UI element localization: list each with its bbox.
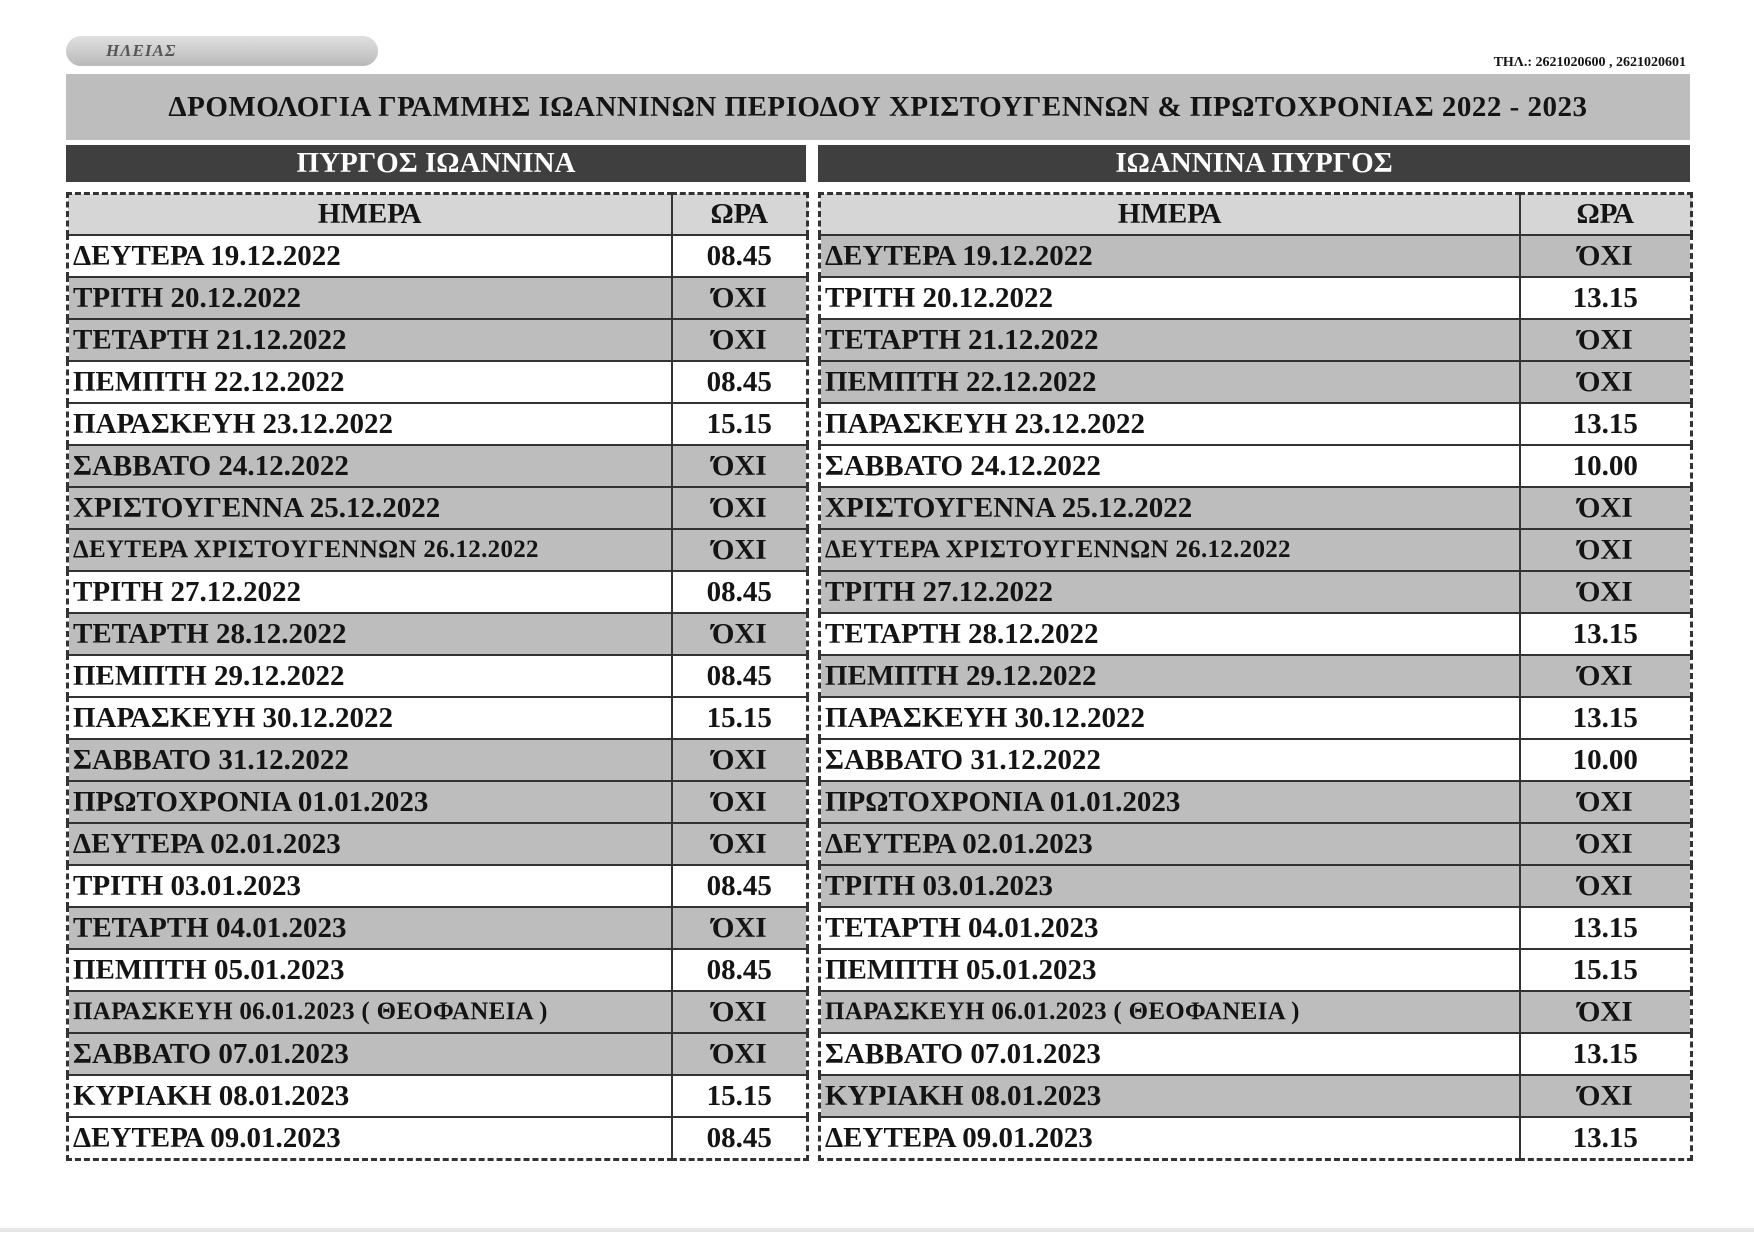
- day-cell: ΠΕΜΠΤΗ 05.01.2023: [68, 949, 672, 991]
- day-cell: ΠΕΜΠΤΗ 29.12.2022: [68, 655, 672, 697]
- column-time-header: ΩΡΑ: [672, 194, 808, 236]
- day-cell: ΠΑΡΑΣΚΕΥΗ 06.01.2023 ( ΘΕΟΦΑΝΕΙΑ ): [68, 991, 672, 1033]
- time-cell: 08.45: [672, 1117, 808, 1160]
- time-cell: ΌΧΙ: [1520, 1075, 1692, 1117]
- day-cell: ΤΕΤΑΡΤΗ 28.12.2022: [820, 613, 1520, 655]
- table-row: [68, 1075, 808, 1117]
- time-cell: ΌΧΙ: [672, 277, 808, 319]
- time-cell: 15.15: [672, 1075, 808, 1117]
- time-cell: 10.00: [1520, 445, 1692, 487]
- day-cell: ΤΕΤΑΡΤΗ 21.12.2022: [68, 319, 672, 361]
- day-cell: ΤΕΤΑΡΤΗ 28.12.2022: [68, 613, 672, 655]
- table-row: [820, 1033, 1692, 1075]
- time-cell: 15.15: [672, 697, 808, 739]
- time-cell: 08.45: [672, 235, 808, 277]
- time-cell: 13.15: [1520, 613, 1692, 655]
- day-cell: ΠΕΜΠΤΗ 29.12.2022: [820, 655, 1520, 697]
- table-row: [820, 1117, 1692, 1160]
- day-cell: ΣΑΒΒΑΤΟ 31.12.2022: [820, 739, 1520, 781]
- table-row: [68, 823, 808, 865]
- time-cell: 13.15: [1520, 1117, 1692, 1160]
- page-edge: [0, 1228, 1754, 1232]
- time-cell: 15.15: [672, 403, 808, 445]
- time-cell: ΌΧΙ: [672, 991, 808, 1033]
- table-row: [68, 361, 808, 403]
- time-cell: ΌΧΙ: [672, 319, 808, 361]
- table-row: [68, 781, 808, 823]
- day-cell: ΔΕΥΤΕΡΑ 19.12.2022: [820, 235, 1520, 277]
- time-cell: 13.15: [1520, 277, 1692, 319]
- time-cell: ΌΧΙ: [1520, 529, 1692, 571]
- day-cell: ΠΕΜΠΤΗ 22.12.2022: [68, 361, 672, 403]
- time-cell: 08.45: [672, 361, 808, 403]
- day-cell: ΚΥΡΙΑΚΗ 08.01.2023: [820, 1075, 1520, 1117]
- day-cell: ΠΑΡΑΣΚΕΥΗ 23.12.2022: [68, 403, 672, 445]
- time-cell: ΌΧΙ: [1520, 487, 1692, 529]
- left-section-heading: ΠΥΡΓΟΣ ΙΩΑΝΝΙΝΑ: [66, 145, 806, 182]
- day-cell: ΚΥΡΙΑΚΗ 08.01.2023: [68, 1075, 672, 1117]
- day-cell: ΠΑΡΑΣΚΕΥΗ 23.12.2022: [820, 403, 1520, 445]
- table-row: [820, 697, 1692, 739]
- table-row: [820, 403, 1692, 445]
- time-cell: 13.15: [1520, 403, 1692, 445]
- day-cell: ΔΕΥΤΕΡΑ ΧΡΙΣΤΟΥΓΕΝΝΩΝ 26.12.2022: [68, 529, 672, 571]
- time-cell: 13.15: [1520, 697, 1692, 739]
- time-cell: 13.15: [1520, 1033, 1692, 1075]
- table-row: [68, 697, 808, 739]
- time-cell: 08.45: [672, 865, 808, 907]
- time-cell: ΌΧΙ: [1520, 235, 1692, 277]
- day-cell: ΠΑΡΑΣΚΕΥΗ 30.12.2022: [68, 697, 672, 739]
- time-cell: ΌΧΙ: [672, 487, 808, 529]
- day-cell: ΣΑΒΒΑΤΟ 24.12.2022: [820, 445, 1520, 487]
- time-cell: ΌΧΙ: [1520, 361, 1692, 403]
- day-cell: ΔΕΥΤΕΡΑ 02.01.2023: [820, 823, 1520, 865]
- table-row: [68, 277, 808, 319]
- day-cell: ΔΕΥΤΕΡΑ 19.12.2022: [68, 235, 672, 277]
- day-cell: ΠΕΜΠΤΗ 22.12.2022: [820, 361, 1520, 403]
- table-row: [68, 613, 808, 655]
- table-row: [68, 529, 808, 571]
- time-cell: ΌΧΙ: [672, 907, 808, 949]
- phone-numbers: ΤΗΛ.: 2621020600 , 2621020601: [1493, 55, 1686, 70]
- day-cell: ΠΡΩΤΟΧΡΟΝΙΑ 01.01.2023: [68, 781, 672, 823]
- logo-text: ΗΛΕΙΑΣ: [106, 41, 177, 60]
- column-day-header: ΗΜΕΡΑ: [68, 194, 672, 236]
- time-cell: 08.45: [672, 949, 808, 991]
- time-cell: ΌΧΙ: [1520, 319, 1692, 361]
- table-row: [820, 487, 1692, 529]
- day-cell: ΔΕΥΤΕΡΑ 09.01.2023: [68, 1117, 672, 1160]
- day-cell: ΧΡΙΣΤΟΥΓΕΝΝΑ 25.12.2022: [68, 487, 672, 529]
- time-cell: 08.45: [672, 571, 808, 613]
- table-row: [820, 991, 1692, 1033]
- table-row: [820, 1075, 1692, 1117]
- table-row: [820, 235, 1692, 277]
- time-cell: ΌΧΙ: [1520, 865, 1692, 907]
- time-cell: ΌΧΙ: [1520, 571, 1692, 613]
- right-schedule-table: [818, 192, 1693, 1161]
- day-cell: ΠΡΩΤΟΧΡΟΝΙΑ 01.01.2023: [820, 781, 1520, 823]
- company-logo: [66, 36, 378, 66]
- day-cell: ΣΑΒΒΑΤΟ 07.01.2023: [820, 1033, 1520, 1075]
- table-row: [68, 403, 808, 445]
- table-row: [68, 907, 808, 949]
- table-row: [820, 907, 1692, 949]
- time-cell: ΌΧΙ: [672, 823, 808, 865]
- day-cell: ΣΑΒΒΑΤΟ 31.12.2022: [68, 739, 672, 781]
- time-cell: ΌΧΙ: [1520, 655, 1692, 697]
- table-row: [68, 1033, 808, 1075]
- right-section-heading: ΙΩΑΝΝΙΝΑ ΠΥΡΓΟΣ: [818, 145, 1690, 182]
- time-cell: ΌΧΙ: [1520, 781, 1692, 823]
- day-cell: ΤΕΤΑΡΤΗ 21.12.2022: [820, 319, 1520, 361]
- table-row: [820, 571, 1692, 613]
- table-row: [68, 235, 808, 277]
- time-cell: ΌΧΙ: [672, 781, 808, 823]
- table-row: [820, 277, 1692, 319]
- table-row: [820, 949, 1692, 991]
- column-time-header: ΩΡΑ: [1520, 194, 1692, 236]
- header-row: [68, 194, 808, 236]
- day-cell: ΤΡΙΤΗ 20.12.2022: [820, 277, 1520, 319]
- table-row: [68, 865, 808, 907]
- time-cell: 15.15: [1520, 949, 1692, 991]
- time-cell: ΌΧΙ: [1520, 991, 1692, 1033]
- day-cell: ΤΡΙΤΗ 20.12.2022: [68, 277, 672, 319]
- time-cell: 08.45: [672, 655, 808, 697]
- table-row: [68, 571, 808, 613]
- time-cell: ΌΧΙ: [672, 613, 808, 655]
- day-cell: ΠΑΡΑΣΚΕΥΗ 30.12.2022: [820, 697, 1520, 739]
- day-cell: ΠΑΡΑΣΚΕΥΗ 06.01.2023 ( ΘΕΟΦΑΝΕΙΑ ): [820, 991, 1520, 1033]
- column-day-header: ΗΜΕΡΑ: [820, 194, 1520, 236]
- day-cell: ΔΕΥΤΕΡΑ 02.01.2023: [68, 823, 672, 865]
- table-row: [820, 655, 1692, 697]
- day-cell: ΔΕΥΤΕΡΑ 09.01.2023: [820, 1117, 1520, 1160]
- time-cell: ΌΧΙ: [672, 1033, 808, 1075]
- table-row: [68, 655, 808, 697]
- day-cell: ΤΡΙΤΗ 03.01.2023: [68, 865, 672, 907]
- table-row: [820, 445, 1692, 487]
- table-row: [68, 991, 808, 1033]
- header-row: [820, 194, 1692, 236]
- time-cell: ΌΧΙ: [672, 739, 808, 781]
- day-cell: ΤΕΤΑΡΤΗ 04.01.2023: [820, 907, 1520, 949]
- time-cell: ΌΧΙ: [1520, 823, 1692, 865]
- day-cell: ΤΡΙΤΗ 03.01.2023: [820, 865, 1520, 907]
- page-title: ΔΡΟΜΟΛΟΓΙΑ ΓΡΑΜΜΗΣ ΙΩΑΝΝΙΝΩΝ ΠΕΡΙΟΔΟΥ ΧΡΙΣΤΟΥΓΕΝΝΩΝ & ΠΡΩΤΟΧΡΟΝΙΑΣ 2022 - 2023: [168, 90, 1588, 123]
- table-row: [68, 739, 808, 781]
- table-row: [68, 487, 808, 529]
- table-row: [820, 613, 1692, 655]
- table-row: [820, 739, 1692, 781]
- day-cell: ΤΕΤΑΡΤΗ 04.01.2023: [68, 907, 672, 949]
- day-cell: ΤΡΙΤΗ 27.12.2022: [820, 571, 1520, 613]
- day-cell: ΣΑΒΒΑΤΟ 24.12.2022: [68, 445, 672, 487]
- time-cell: ΌΧΙ: [672, 529, 808, 571]
- table-row: [820, 319, 1692, 361]
- day-cell: ΤΡΙΤΗ 27.12.2022: [68, 571, 672, 613]
- table-row: [820, 823, 1692, 865]
- table-row: [820, 529, 1692, 571]
- table-row: [820, 781, 1692, 823]
- day-cell: ΔΕΥΤΕΡΑ ΧΡΙΣΤΟΥΓΕΝΝΩΝ 26.12.2022: [820, 529, 1520, 571]
- day-cell: ΠΕΜΠΤΗ 05.01.2023: [820, 949, 1520, 991]
- time-cell: ΌΧΙ: [672, 445, 808, 487]
- table-row: [820, 361, 1692, 403]
- title-banner: [66, 74, 1690, 140]
- table-row: [68, 949, 808, 991]
- table-row: [820, 865, 1692, 907]
- time-cell: 13.15: [1520, 907, 1692, 949]
- table-row: [68, 445, 808, 487]
- table-row: [68, 319, 808, 361]
- time-cell: 10.00: [1520, 739, 1692, 781]
- day-cell: ΣΑΒΒΑΤΟ 07.01.2023: [68, 1033, 672, 1075]
- day-cell: ΧΡΙΣΤΟΥΓΕΝΝΑ 25.12.2022: [820, 487, 1520, 529]
- table-row: [68, 1117, 808, 1160]
- left-schedule-table: [66, 192, 809, 1161]
